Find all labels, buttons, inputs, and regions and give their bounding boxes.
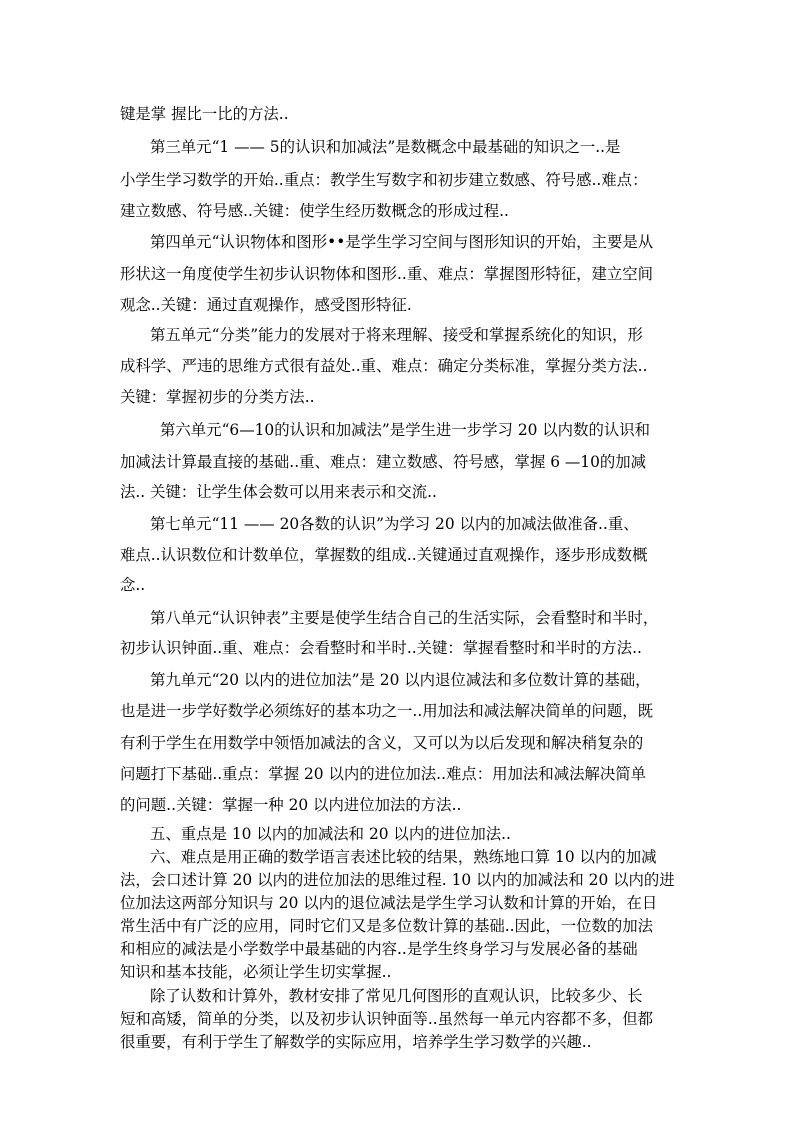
text-line: 第三单元“1 —— 5的认识和加减法”是数概念中最基础的知识之一..是: [150, 138, 621, 156]
text-line: 关键：掌握初步的分类方法..: [120, 388, 315, 406]
text-line: 加减法计算最直接的基础..重、难点：建立数感、符号感，掌握 6 —10的加减: [120, 453, 647, 471]
text-line: 观念..关键：通过直观操作，感受图形特征.: [120, 296, 412, 314]
text-line: 和相应的减法是小学数学中最基础的内容..是学生终身学习与发展必备的基础: [120, 940, 638, 958]
text-line: 法，会口述计算 20 以内的进位加法的思维过程. 10 以内的加减法和 20 以内的进: [120, 871, 675, 889]
text-line: 问题打下基础..重点：掌握 20 以内的进位加法..难点：用加法和减法解决简单: [120, 765, 647, 783]
text-line: 第八单元“认识钟表”主要是使学生结合自己的生活实际，会看整时和半时，: [150, 609, 659, 627]
text-line: 的问题..关键：掌握一种 20 以内进位加法的方法..: [120, 796, 462, 814]
text-line: 也是进一步学好数学必须练好的基本功之一..用加法和减法解决简单的问题，既: [120, 702, 654, 720]
text-line: 位加法这两部分知识与 20 以内的退位减法是学生学习认数和计算的开始，在日: [120, 894, 658, 912]
text-line: 除了认数和计算外，教材安排了常见几何图形的直观认识，比较多少、长: [150, 987, 643, 1005]
text-line: 第七单元“11 —— 20各数的认识”为学习 20 以内的加减法做准备..重、: [150, 515, 639, 533]
text-line: 五、重点是 10 以内的加减法和 20 以内的进位加法..: [150, 825, 511, 843]
text-line: 难点..认识数位和计数单位，掌握数的组成..关键通过直观操作，逐步形成数概: [120, 546, 648, 564]
text-line: 第四单元“认识物体和图形••是学生学习空间与图形知识的开始，主要是从: [150, 233, 654, 251]
text-line: 法.. 关键：让学生体会数可以用来表示和交流..: [120, 483, 437, 501]
text-line: 第六单元“6—10的认识和加减法”是学生进一步学习 20 以内数的认识和: [160, 421, 651, 439]
text-line: 第五单元“分类”能力的发展对于将来理解、接受和掌握系统化的知识，形: [150, 326, 643, 344]
text-line: 建立数感、符号感..关键：使学生经历数概念的形成过程..: [120, 202, 509, 220]
text-line: 初步认识钟面..重、难点：会看整时和半时..关键：掌握看整时和半时的方法..: [120, 639, 642, 657]
text-line: 有利于学生在用数学中领悟加减法的含义，又可以为以后发现和解决稍复杂的: [120, 734, 644, 752]
text-line: 成科学、严违的思维方式很有益处..重、难点：确定分类标准，掌握分类方法..: [120, 357, 648, 375]
text-line: 念..: [120, 576, 146, 594]
text-line: 常生活中有广泛的应用，同时它们又是多位数计算的基础..因此，一位数的加法: [120, 917, 654, 935]
text-line: 第九单元“20 以内的进位加法”是 20 以内退位减法和多位数计算的基础，: [150, 671, 651, 689]
text-line: 短和高矮，简单的分类，以及初步认识钟面等..虽然每一单元内容都不多，但都: [120, 1010, 654, 1028]
text-line: 形状这一角度使学生初步认识物体和图形..重、难点：掌握图形特征，建立空间: [120, 265, 654, 283]
text-line: 知识和基本技能，必须让学生切实掌握..: [120, 963, 392, 981]
text-line: 很重要，有利于学生了解数学的实际应用，培养学生学习数学的兴趣..: [120, 1033, 592, 1051]
text-line: 六、难点是用正确的数学语言表述比较的结果，熟练地口算 10 以内的加减: [150, 848, 657, 866]
text-line: 键是掌 握比一比的方法..: [120, 105, 289, 123]
text-line: 小学生学习数学的开始..重点：教学生写数字和初步建立数感、符号感..难点：: [120, 171, 648, 189]
